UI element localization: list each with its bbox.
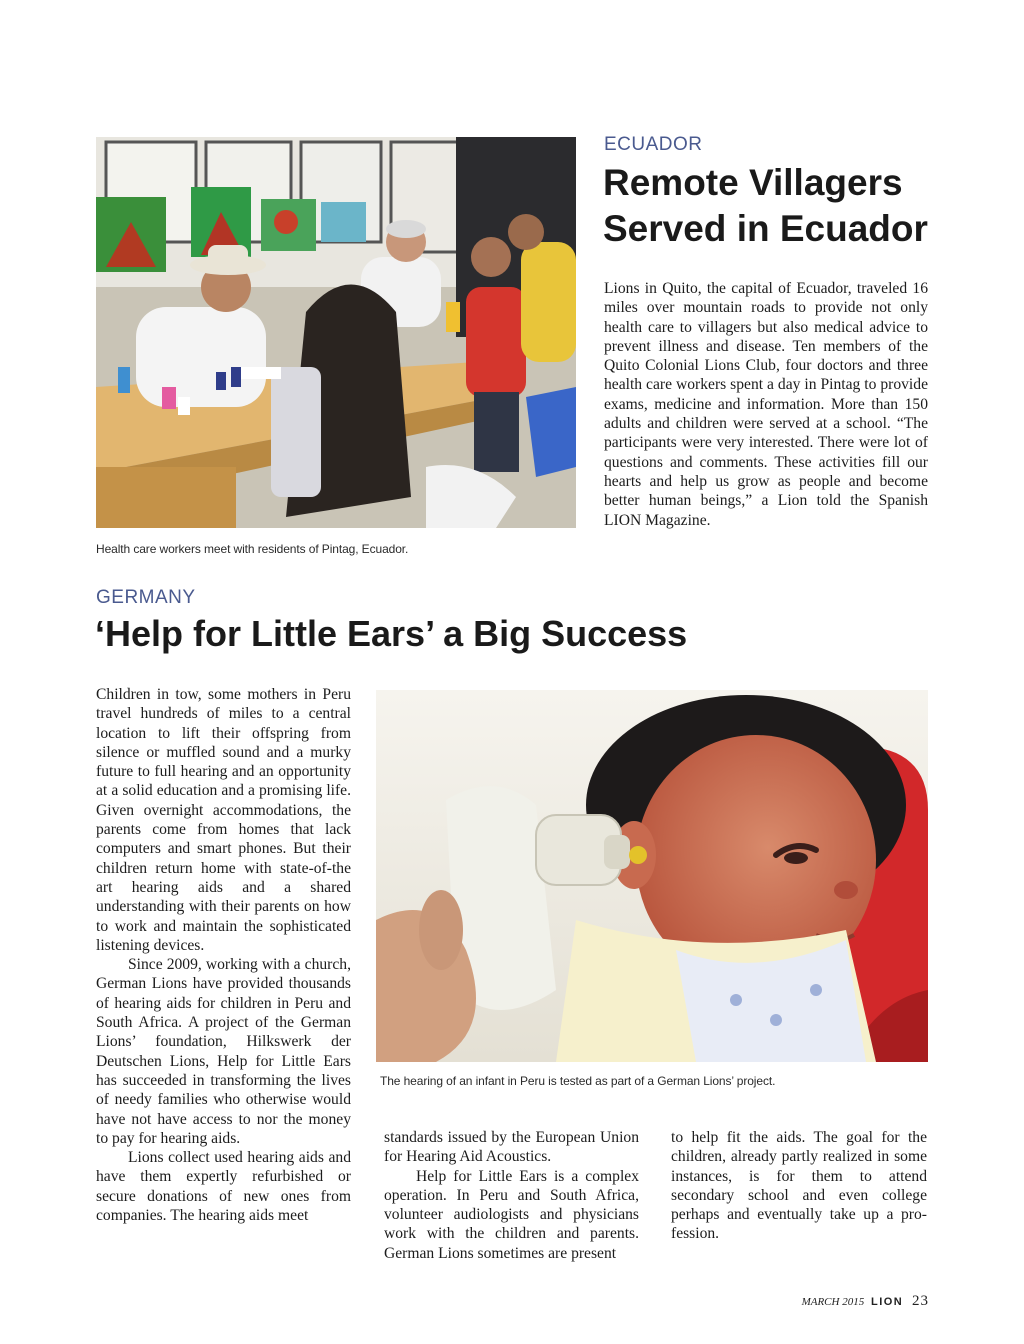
ecuador-headline-line1: Remote Villagers [603, 162, 903, 203]
germany-paragraph-3: Lions collect used hearing aids and have them expertly refurbished or secure donations of new ones from companies. The hearing aids meet [96, 1149, 351, 1225]
germany-paragraph-5: Help for Little Ears is a complex operation. In Peru and South Africa, volunteer audiologists and physicians work with the children and parents. German Lions sometimes are present [384, 1167, 639, 1262]
folio-page-number: 23 [912, 1293, 929, 1309]
ecuador-kicker: ECUADOR [604, 134, 703, 155]
germany-column-1 [96, 685, 351, 1225]
germany-paragraph-1: Children in tow, some mothers in Peru travel hundreds of miles to a central location to lift their offspring from silence or muffled sound and a murky future to full hearing and an opportunity at a solid education and a promising life. Given overnight accommodations, the parents come from homes that lack computers and smart phones. But their children return home with state-of-the art hearing aids and a shared understanding with their parents on how to work and maintain the sophisticated listening devices. [96, 686, 351, 954]
germany-paragraph-4: standards issued by the European Union for Hearing Aid Acoustics. [384, 1129, 639, 1166]
germany-paragraph-2: Since 2009, working with a church, German Lions have provided thousands of hearing aids for children in Peru and South Africa. A project of the German Lions’ foundation, Hilkswerk der Deutschen Lions, Help for Little Ears has succeeded in transforming the lives of needy families who otherwise would have not have access to nor the money to pay for hearing aids. [96, 956, 351, 1147]
ecuador-photo-caption: Health care workers meet with residents of Pintag, Ecuador. [96, 542, 409, 556]
infant-photo-caption: The hearing of an infant in Peru is tested as part of a German Lions’ project. [380, 1074, 776, 1088]
ecuador-body [604, 279, 928, 530]
ecuador-body-paragraph: Lions in Quito, the capital of Ecuador, traveled 16 miles over mountain roads to provide not only health care to villagers but also medical advice to prevent illness and disease. Ten members of the Quito Colonial Lions Club, four doctors and three health care workers spent a day in Pintag to provide exams, medicine and information. More than 150 adults and children were served at a school. “The participants were very interested. There were lot of questions and comments. These activities fill our hearts and help us grow as people and become better human beings,” a Lion told the Spanish LION Magazine. [604, 280, 928, 529]
folio-date: MARCH 2015 [801, 1296, 865, 1308]
infant-hearing-test-photo [376, 690, 928, 1062]
germany-headline: ‘Help for Little Ears’ a Big Success [95, 613, 688, 654]
folio-magazine-name: LION [870, 1296, 904, 1308]
ecuador-headline [603, 160, 963, 252]
page-folio [802, 1293, 929, 1310]
ecuador-headline-line2: Served in Ecuador [603, 208, 928, 249]
ecuador-clinic-photo [96, 137, 576, 528]
germany-column-3 [671, 1128, 927, 1244]
germany-paragraph-6: to help fit the aids. The goal for the children, already partly realized in some instances, is for them to attend secondary school and even college perhaps and eventually take up a profession. [671, 1129, 927, 1243]
germany-column-2 [384, 1128, 639, 1263]
germany-kicker: GERMANY [96, 587, 196, 608]
